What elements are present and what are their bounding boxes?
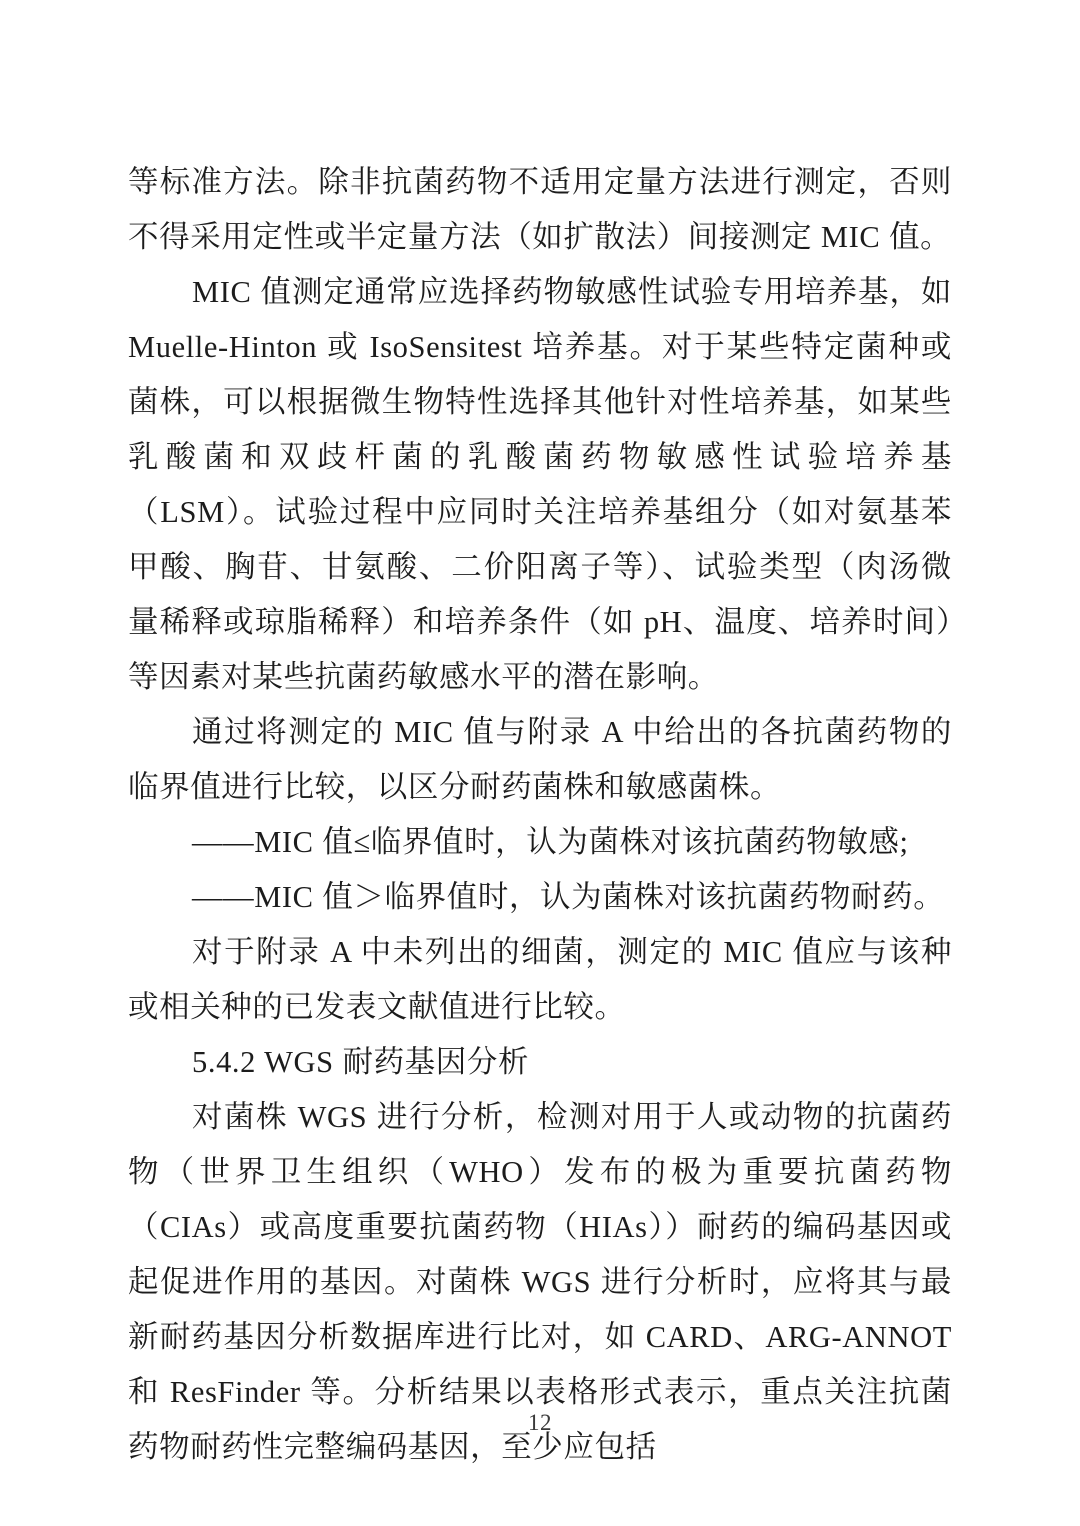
list-item-mic-resistant: ——MIC 值＞临界值时，认为菌株对该抗菌药物耐药。 [192, 880, 945, 914]
page-number: 12 [528, 1410, 552, 1435]
page-body-text [128, 155, 952, 1475]
paragraph-standard-methods: 等标准方法。除非抗菌药物不适用定量方法进行测定，否则不得采用定性或半定量方法（如扩散法）间接测定 MIC 值。 [128, 165, 952, 254]
paragraph-wgs-resistance-gene-analysis: 对菌株 WGS 进行分析，检测对用于人或动物的抗菌药物（世界卫生组织（WHO）发布的极为重要抗菌药物（CIAs）或高度重要抗菌药物（HIAs））耐药的编码基因或起促进作用的基因。对菌株 WGS 进行分析时，应将其与最新耐药基因分析数据库进行比对，如 CARD、ARG-ANNOT 和 ResFinder 等。分析结果以表格形式表示，重点关注抗菌药物耐药性完整编码基因，至少应包括 [128, 1100, 952, 1464]
section-heading-5-4-2: 5.4.2 WGS 耐药基因分析 [192, 1045, 530, 1079]
list-item-mic-susceptible: ——MIC 值≤临界值时，认为菌株对该抗菌药物敏感; [192, 825, 909, 859]
paragraph-mic-breakpoint-comparison: 通过将测定的 MIC 值与附录 A 中给出的各抗菌药物的临界值进行比较，以区分耐药菌株和敏感菌株。 [128, 715, 952, 804]
paragraph-unlisted-bacteria: 对于附录 A 中未列出的细菌，测定的 MIC 值应与该种或相关种的已发表文献值进行比较。 [128, 935, 952, 1024]
paragraph-mic-media-selection: MIC 值测定通常应选择药物敏感性试验专用培养基，如 Muelle-Hinton 或 IsoSensitest 培养基。对于某些特定菌种或菌株，可以根据微生物特性选择其他针对性培养基，如某些乳酸菌和双歧杆菌的乳酸菌药物敏感性试验培养基（LSM）。试验过程中应同时关注培养基组分（如对氨基苯甲酸、胸苷、甘氨酸、二价阳离子等）、试验类型（肉汤微量稀释或琼脂稀释）和培养条件（如 pH、温度、培养时间）等因素对某些抗菌药敏感水平的潜在影响。 [128, 275, 952, 694]
